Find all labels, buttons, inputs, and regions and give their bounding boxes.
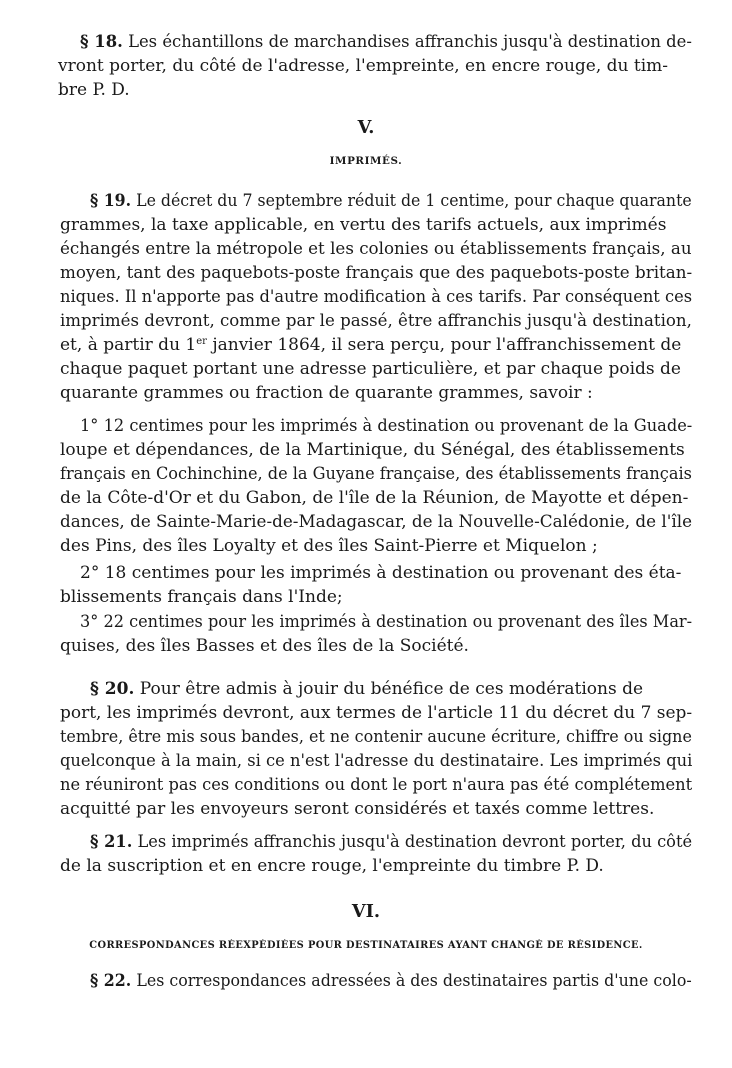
p21-line-2: de la suscription et en encre rouge, l'empreinte du timbre P. D. [60, 856, 604, 876]
p22-number: § 22. [90, 971, 132, 991]
item-1-line-2: loupe et dépendances, de la Martinique, du Sénégal, des établissements [60, 440, 685, 460]
p19-line-1: § 19. Le décret du 7 septembre réduit de 1 centime, pour chaque quarante [90, 191, 692, 211]
p21-line-1: § 21. Les imprimés affranchis jusqu'à destination devront porter, du côté [90, 832, 693, 852]
item-2-line-1: 2° 18 centimes pour les imprimés à destination ou provenant des éta- [80, 563, 682, 583]
p20-line-1: § 20. Pour être admis à jouir du bénéfice de ces modérations de [90, 679, 644, 699]
p20-line-4: quelconque à la main, si ce n'est l'adresse du destinataire. Les imprimés qui [60, 751, 693, 771]
section-vi-title: CORRESPONDANCES RÉEXPÉDIÉES POUR DESTINATAIRES AYANT CHANGÉ DE RÉSIDENCE. [89, 940, 643, 951]
p19-line-5: niques. Il n'apporte pas d'autre modification à ces tarifs. Par conséquent ces [60, 287, 693, 307]
p18-line-2: vront porter, du côté de l'adresse, l'empreinte, en encre rouge, du tim- [58, 56, 669, 76]
p19-number: § 19. [90, 191, 132, 211]
p19-line-8: chaque paquet portant une adresse particulière, et par chaque poids de [60, 359, 681, 379]
p21-number: § 21. [90, 832, 133, 852]
p19-line-9: quarante grammes ou fraction de quarante grammes, savoir : [60, 383, 593, 403]
item-2-line-2: blissements français dans l'Inde; [60, 587, 343, 607]
p20-number: § 20. [90, 679, 135, 699]
item-3-line-1: 3° 22 centimes pour les imprimés à destination ou provenant des îles Mar- [80, 612, 693, 632]
p19-line-4: moyen, tant des paquebots-poste français que des paquebots-poste britan- [60, 263, 693, 283]
item-3-line-2: quises, des îles Basses et des îles de la Société. [60, 636, 469, 656]
section-v-title: IMPRIMÉS. [329, 155, 403, 167]
p18-line-3: bre P. D. [58, 80, 130, 100]
p18-line-1: § 18. Les échantillons de marchandises affranchis jusqu'à destination de- [80, 32, 692, 52]
section-vi-number: VI. [351, 901, 381, 922]
p20-line-5: ne réuniront pas ces conditions ou dont le port n'aura pas été complétement [60, 775, 693, 795]
p19-line-6: imprimés devront, comme par le passé, être affranchis jusqu'à destination, [60, 311, 692, 331]
p19-line-3: échangés entre la métropole et les colonies ou établissements français, au [60, 239, 692, 259]
p18-number: § 18. [80, 32, 123, 52]
item-1-line-5: dances, de Sainte-Marie-de-Madagascar, de la Nouvelle-Calédonie, de l'île [60, 512, 693, 532]
section-v-number: V. [357, 117, 375, 138]
p20-line-6: acquitté par les envoyeurs seront considérés et taxés comme lettres. [60, 799, 655, 819]
item-1-line-4: de la Côte-d'Or et du Gabon, de l'île de la Réunion, de Mayotte et dépen- [60, 488, 689, 508]
item-1-line-1: 1° 12 centimes pour les imprimés à destination ou provenant de la Guade- [80, 416, 693, 436]
p19-line-7: et, à partir du 1er janvier 1864, il sera perçu, pour l'affranchissement de [60, 335, 682, 355]
item-1-line-6: des Pins, des îles Loyalty et des îles Saint-Pierre et Miquelon ; [60, 536, 598, 556]
p22-line-1: § 22. Les correspondances adressées à des destinataires partis d'une colo- [90, 971, 692, 991]
p20-line-2: port, les imprimés devront, aux termes de l'article 11 du décret du 7 sep- [60, 703, 693, 723]
item-1-line-3: français en Cochinchine, de la Guyane française, des établissements français [60, 464, 692, 484]
p20-line-3: tembre, être mis sous bandes, et ne contenir aucune écriture, chiffre ou signe [60, 727, 692, 747]
p19-line-2: grammes, la taxe applicable, en vertu des tarifs actuels, aux imprimés [60, 215, 667, 235]
